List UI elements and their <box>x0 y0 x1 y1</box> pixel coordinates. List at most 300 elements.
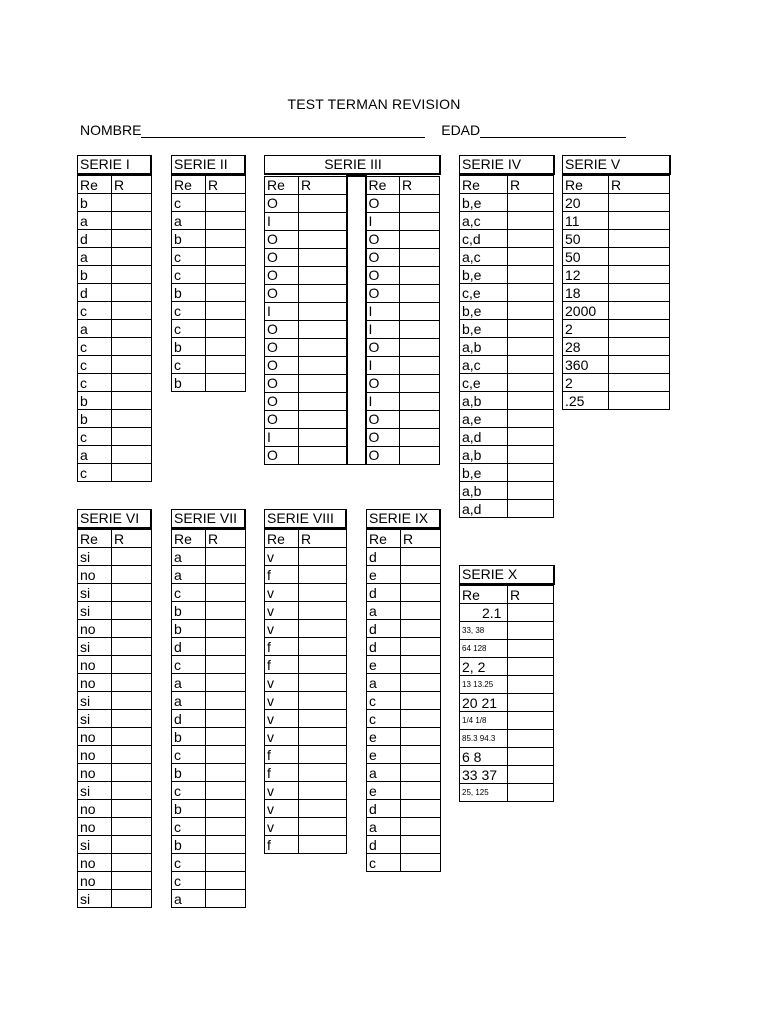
response-cell[interactable] <box>400 410 440 428</box>
response-cell[interactable] <box>206 266 246 284</box>
answer-key-cell: a,b <box>460 392 508 410</box>
response-cell[interactable] <box>112 602 152 620</box>
response-cell[interactable] <box>299 446 347 464</box>
table-row <box>172 566 246 584</box>
response-cell[interactable] <box>508 212 554 230</box>
answer-key-cell: d <box>367 548 401 566</box>
response-cell[interactable] <box>206 320 246 338</box>
response-cell[interactable] <box>112 656 152 674</box>
response-cell[interactable] <box>206 194 246 212</box>
response-cell[interactable] <box>299 266 347 284</box>
table-row <box>172 602 246 620</box>
answer-key-cell: c <box>78 428 112 446</box>
table-row <box>78 230 152 248</box>
response-cell[interactable] <box>206 656 246 674</box>
response-cell[interactable] <box>400 230 440 248</box>
response-cell[interactable] <box>206 728 246 746</box>
table-row <box>563 194 670 212</box>
response-cell[interactable] <box>112 854 152 872</box>
answer-key-cell: b <box>172 374 206 392</box>
response-cell[interactable] <box>299 320 347 338</box>
response-cell[interactable] <box>299 764 347 782</box>
response-cell[interactable] <box>206 872 246 890</box>
response-cell[interactable] <box>112 764 152 782</box>
answer-key-cell: a,b <box>460 446 508 464</box>
table-row <box>172 800 246 818</box>
response-cell[interactable] <box>609 302 670 320</box>
response-cell[interactable] <box>508 284 554 302</box>
response-cell[interactable] <box>299 782 347 800</box>
table-row <box>460 374 554 392</box>
table-row <box>78 728 152 746</box>
response-cell[interactable] <box>508 428 554 446</box>
answer-key-cell: c <box>78 464 112 482</box>
response-cell[interactable] <box>400 212 440 230</box>
response-cell[interactable] <box>299 602 347 620</box>
response-cell[interactable] <box>112 818 152 836</box>
serie-9-grid <box>366 529 441 872</box>
response-cell[interactable] <box>401 584 441 602</box>
answer-key-cell: b <box>172 284 206 302</box>
answer-key-cell: a <box>172 674 206 692</box>
table-row <box>265 746 347 764</box>
response-cell[interactable] <box>299 338 347 356</box>
response-cell[interactable] <box>112 374 152 392</box>
table-row <box>367 854 441 872</box>
response-cell[interactable] <box>400 338 440 356</box>
r-column-header: R <box>508 176 554 194</box>
response-cell[interactable] <box>400 302 440 320</box>
response-cell[interactable] <box>401 602 441 620</box>
table-row <box>265 620 347 638</box>
response-cell[interactable] <box>206 338 246 356</box>
table-row <box>367 656 441 674</box>
table-row <box>460 604 554 622</box>
table-row <box>460 658 554 676</box>
table-row <box>460 230 554 248</box>
response-cell[interactable] <box>112 194 152 212</box>
answer-key-cell: v <box>265 620 299 638</box>
table-row <box>265 692 347 710</box>
table-row <box>367 620 441 638</box>
answer-key-cell: b <box>172 338 206 356</box>
response-cell[interactable] <box>206 836 246 854</box>
table-row <box>460 500 554 518</box>
response-cell[interactable] <box>508 446 554 464</box>
answer-key-cell: no <box>78 800 112 818</box>
response-cell[interactable] <box>401 782 441 800</box>
response-cell[interactable] <box>508 712 554 730</box>
response-cell[interactable] <box>299 392 347 410</box>
response-cell[interactable] <box>112 638 152 656</box>
response-cell[interactable] <box>508 500 554 518</box>
response-cell[interactable] <box>609 356 670 374</box>
response-cell[interactable] <box>401 836 441 854</box>
table-row <box>563 212 670 230</box>
serie-8-grid <box>264 529 347 854</box>
response-cell[interactable] <box>206 230 246 248</box>
answer-key-cell: b <box>172 800 206 818</box>
answer-key-cell: 33 37 <box>460 766 508 784</box>
answer-key-cell: O <box>265 374 299 392</box>
response-cell[interactable] <box>206 890 246 908</box>
answer-key-cell: b <box>78 194 112 212</box>
response-cell[interactable] <box>400 284 440 302</box>
response-cell[interactable] <box>508 374 554 392</box>
answer-key-cell: a <box>78 212 112 230</box>
r-column-header: R <box>112 530 152 548</box>
response-cell[interactable] <box>112 584 152 602</box>
response-cell[interactable] <box>112 284 152 302</box>
answer-key-cell: no <box>78 728 112 746</box>
answer-key-cell: no <box>78 674 112 692</box>
response-cell[interactable] <box>206 764 246 782</box>
response-cell[interactable] <box>112 248 152 266</box>
response-cell[interactable] <box>112 392 152 410</box>
response-cell[interactable] <box>401 638 441 656</box>
answer-key-cell: 85.3 94.3 <box>460 730 508 748</box>
response-cell[interactable] <box>112 320 152 338</box>
answer-key-cell: c <box>78 338 112 356</box>
response-cell[interactable] <box>401 710 441 728</box>
response-cell[interactable] <box>299 656 347 674</box>
response-cell[interactable] <box>112 230 152 248</box>
response-cell[interactable] <box>508 658 554 676</box>
response-cell[interactable] <box>508 464 554 482</box>
response-cell[interactable] <box>508 730 554 748</box>
response-cell[interactable] <box>206 746 246 764</box>
table-row <box>460 784 554 802</box>
response-cell[interactable] <box>112 566 152 584</box>
response-cell[interactable] <box>508 676 554 694</box>
response-cell[interactable] <box>508 248 554 266</box>
response-cell[interactable] <box>299 284 347 302</box>
response-cell[interactable] <box>112 782 152 800</box>
response-cell[interactable] <box>508 194 554 212</box>
table-row <box>172 710 246 728</box>
response-cell[interactable] <box>609 212 670 230</box>
response-cell[interactable] <box>508 622 554 640</box>
table-row <box>172 782 246 800</box>
response-cell[interactable] <box>508 604 554 622</box>
response-cell[interactable] <box>112 872 152 890</box>
answer-key-cell: c <box>172 656 206 674</box>
r-column-header: R <box>299 530 347 548</box>
answer-key-cell: 20 <box>563 194 609 212</box>
answer-key-cell: 11 <box>563 212 609 230</box>
response-cell[interactable] <box>508 640 554 658</box>
table-row <box>78 818 152 836</box>
answer-key-cell: O <box>265 320 299 338</box>
response-cell[interactable] <box>508 302 554 320</box>
table-row <box>460 320 554 338</box>
response-cell[interactable] <box>206 374 246 392</box>
response-cell[interactable] <box>609 194 670 212</box>
nombre-field[interactable] <box>141 123 425 138</box>
table-row <box>172 764 246 782</box>
response-cell[interactable] <box>299 710 347 728</box>
response-cell[interactable] <box>299 818 347 836</box>
table-row <box>172 656 246 674</box>
answer-key-cell: e <box>367 656 401 674</box>
answer-key-cell: e <box>367 782 401 800</box>
response-cell[interactable] <box>299 836 347 854</box>
table-row <box>172 266 246 284</box>
response-cell[interactable] <box>206 602 246 620</box>
table-row <box>78 602 152 620</box>
table-row <box>78 266 152 284</box>
response-cell[interactable] <box>299 746 347 764</box>
response-cell[interactable] <box>206 800 246 818</box>
answer-key-cell: 20 21 <box>460 694 508 712</box>
page-title: TEST TERMAN REVISION <box>287 96 461 112</box>
response-cell[interactable] <box>400 194 440 212</box>
response-cell[interactable] <box>401 656 441 674</box>
response-cell[interactable] <box>299 302 347 320</box>
response-cell[interactable] <box>609 284 670 302</box>
table-row <box>172 230 246 248</box>
answer-key-cell: si <box>78 710 112 728</box>
nombre-label: NOMBRE <box>80 122 142 138</box>
response-cell[interactable] <box>609 230 670 248</box>
response-cell[interactable] <box>508 694 554 712</box>
response-cell[interactable] <box>206 782 246 800</box>
response-cell[interactable] <box>112 302 152 320</box>
response-cell[interactable] <box>206 638 246 656</box>
answer-key-cell: c <box>172 746 206 764</box>
answer-key-cell: 2, 2 <box>460 658 508 676</box>
response-cell[interactable] <box>206 248 246 266</box>
answer-key-cell: a <box>367 602 401 620</box>
response-cell[interactable] <box>400 266 440 284</box>
response-cell[interactable] <box>299 212 347 230</box>
response-cell[interactable] <box>508 320 554 338</box>
response-cell[interactable] <box>112 266 152 284</box>
table-row <box>78 566 152 584</box>
response-cell[interactable] <box>206 584 246 602</box>
response-cell[interactable] <box>112 212 152 230</box>
answer-key-cell: c,e <box>460 284 508 302</box>
response-cell[interactable] <box>299 548 347 566</box>
response-cell[interactable] <box>400 446 440 464</box>
response-cell[interactable] <box>609 392 670 410</box>
table-row <box>78 392 152 410</box>
response-cell[interactable] <box>401 764 441 782</box>
response-cell[interactable] <box>299 410 347 428</box>
response-cell[interactable] <box>112 692 152 710</box>
answer-key-cell: d <box>367 638 401 656</box>
response-cell[interactable] <box>299 230 347 248</box>
response-cell[interactable] <box>206 356 246 374</box>
table-row <box>172 818 246 836</box>
answer-key-cell: e <box>367 728 401 746</box>
response-cell[interactable] <box>508 784 554 802</box>
answer-key-cell: a <box>172 890 206 908</box>
answer-key-cell: O <box>265 356 299 374</box>
answer-key-cell: I <box>265 212 299 230</box>
answer-key-cell: si <box>78 692 112 710</box>
answer-key-cell: b <box>172 836 206 854</box>
response-cell[interactable] <box>112 746 152 764</box>
response-cell[interactable] <box>206 854 246 872</box>
table-row <box>78 836 152 854</box>
table-row <box>460 748 554 766</box>
response-cell[interactable] <box>609 266 670 284</box>
response-cell[interactable] <box>508 766 554 784</box>
answer-key-cell: a,c <box>460 212 508 230</box>
table-row <box>265 566 347 584</box>
table-row <box>78 692 152 710</box>
response-cell[interactable] <box>609 320 670 338</box>
response-cell[interactable] <box>206 818 246 836</box>
answer-key-cell: b <box>172 764 206 782</box>
response-cell[interactable] <box>401 674 441 692</box>
answer-key-cell: c <box>367 854 401 872</box>
response-cell[interactable] <box>206 548 246 566</box>
response-cell[interactable] <box>112 548 152 566</box>
table-row <box>172 338 246 356</box>
response-cell[interactable] <box>508 230 554 248</box>
serie-10-table <box>459 565 555 802</box>
table-row <box>78 854 152 872</box>
response-cell[interactable] <box>206 212 246 230</box>
response-cell[interactable] <box>401 854 441 872</box>
serie-5-table <box>562 155 671 410</box>
response-cell[interactable] <box>400 248 440 266</box>
serie-9-table <box>366 509 441 872</box>
response-cell[interactable] <box>206 566 246 584</box>
response-cell[interactable] <box>508 748 554 766</box>
edad-field[interactable] <box>480 123 626 138</box>
table-row <box>172 620 246 638</box>
response-cell[interactable] <box>112 464 152 482</box>
answer-key-cell: O <box>265 194 299 212</box>
r-column-header: R <box>401 530 441 548</box>
table-row <box>460 302 554 320</box>
response-cell[interactable] <box>609 248 670 266</box>
response-cell[interactable] <box>206 284 246 302</box>
answer-key-cell: b,e <box>460 320 508 338</box>
response-cell[interactable] <box>299 374 347 392</box>
answer-key-cell: b,e <box>460 302 508 320</box>
response-cell[interactable] <box>400 320 440 338</box>
answer-key-cell: 12 <box>563 266 609 284</box>
response-cell[interactable] <box>299 194 347 212</box>
serie-1-title: SERIE I <box>77 155 152 175</box>
answer-key-cell: no <box>78 872 112 890</box>
response-cell[interactable] <box>206 302 246 320</box>
response-cell[interactable] <box>112 620 152 638</box>
response-cell[interactable] <box>508 410 554 428</box>
table-row <box>265 800 347 818</box>
response-cell[interactable] <box>112 728 152 746</box>
response-cell[interactable] <box>112 836 152 854</box>
response-cell[interactable] <box>206 620 246 638</box>
response-cell[interactable] <box>299 428 347 446</box>
answer-key-cell: c <box>172 194 206 212</box>
response-cell[interactable] <box>508 338 554 356</box>
response-cell[interactable] <box>299 800 347 818</box>
response-cell[interactable] <box>299 692 347 710</box>
answer-key-cell: si <box>78 548 112 566</box>
response-cell[interactable] <box>112 710 152 728</box>
table-row <box>172 692 246 710</box>
response-cell[interactable] <box>299 356 347 374</box>
table-row <box>460 446 554 464</box>
response-cell[interactable] <box>400 428 440 446</box>
table-row <box>78 212 152 230</box>
answer-key-cell: d <box>78 230 112 248</box>
response-cell[interactable] <box>299 566 347 584</box>
response-cell[interactable] <box>206 710 246 728</box>
response-cell[interactable] <box>401 818 441 836</box>
r-column-header: R <box>400 176 440 194</box>
response-cell[interactable] <box>508 266 554 284</box>
response-cell[interactable] <box>112 428 152 446</box>
response-cell[interactable] <box>401 566 441 584</box>
answer-key-cell: I <box>366 320 400 338</box>
table-row <box>367 710 441 728</box>
re-column-header: Re <box>172 176 206 194</box>
response-cell[interactable] <box>299 620 347 638</box>
response-cell[interactable] <box>112 890 152 908</box>
response-cell[interactable] <box>206 674 246 692</box>
response-cell[interactable] <box>112 446 152 464</box>
response-cell[interactable] <box>508 392 554 410</box>
response-cell[interactable] <box>206 692 246 710</box>
answer-key-cell: f <box>265 566 299 584</box>
response-cell[interactable] <box>508 482 554 500</box>
answer-key-cell: 50 <box>563 248 609 266</box>
table-row <box>460 266 554 284</box>
serie-4-table <box>459 155 555 518</box>
response-cell[interactable] <box>508 356 554 374</box>
response-cell[interactable] <box>112 356 152 374</box>
answer-key-cell: a,b <box>460 338 508 356</box>
response-cell[interactable] <box>401 548 441 566</box>
response-cell[interactable] <box>401 692 441 710</box>
answer-key-cell: no <box>78 620 112 638</box>
answer-key-cell: c <box>367 692 401 710</box>
response-cell[interactable] <box>400 356 440 374</box>
response-cell[interactable] <box>401 728 441 746</box>
response-cell[interactable] <box>299 248 347 266</box>
response-cell[interactable] <box>299 638 347 656</box>
response-cell[interactable] <box>609 338 670 356</box>
serie-8-title: SERIE VIII <box>264 509 347 529</box>
serie-4-title: SERIE IV <box>459 155 555 175</box>
response-cell[interactable] <box>299 728 347 746</box>
serie-7-title: SERIE VII <box>171 509 246 529</box>
table-row <box>172 548 246 566</box>
response-cell[interactable] <box>400 392 440 410</box>
response-cell[interactable] <box>401 620 441 638</box>
response-cell[interactable] <box>112 410 152 428</box>
response-cell[interactable] <box>112 338 152 356</box>
response-cell[interactable] <box>299 674 347 692</box>
response-cell[interactable] <box>401 746 441 764</box>
table-row <box>367 692 441 710</box>
response-cell[interactable] <box>299 584 347 602</box>
response-cell[interactable] <box>609 374 670 392</box>
answer-key-cell: c <box>172 320 206 338</box>
response-cell[interactable] <box>401 800 441 818</box>
response-cell[interactable] <box>112 674 152 692</box>
response-cell[interactable] <box>400 374 440 392</box>
answer-key-cell: v <box>265 818 299 836</box>
table-row <box>460 622 554 640</box>
response-cell[interactable] <box>112 800 152 818</box>
